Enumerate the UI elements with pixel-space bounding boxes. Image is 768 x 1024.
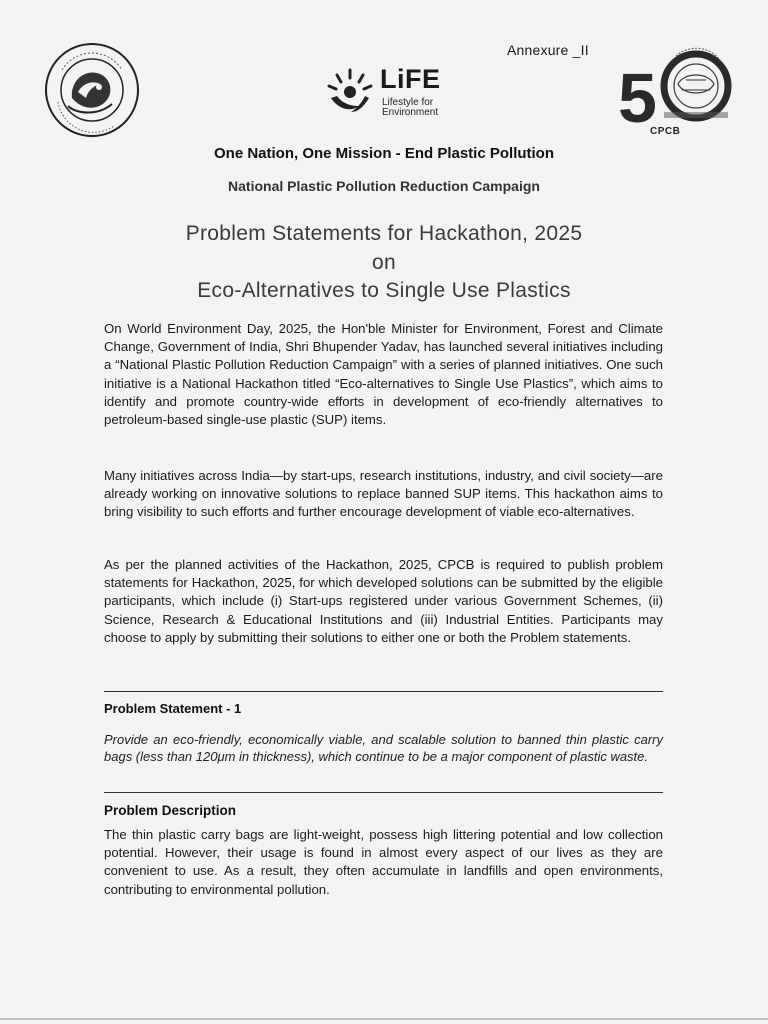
problem-statement-heading: Problem Statement - 1 xyxy=(104,701,242,716)
section-divider-bottom xyxy=(104,792,663,793)
document-title-line-2: on xyxy=(372,251,396,274)
annexure-label: Annexure _II xyxy=(507,42,589,58)
life-logo-tagline-2: Environment xyxy=(382,107,439,118)
life-sun-icon xyxy=(325,66,375,116)
problem-description-text: The thin plastic carry bags are light-weight, possess high littering potential and low collection potential. However, their usage is found in almost every aspect of our lives as they are convenient to use. As a result, they often accumulate in landfills and open environments, contributing to environmental pollution. xyxy=(104,827,663,897)
cpcb-50-logo xyxy=(616,40,734,140)
ministry-emblem-logo xyxy=(42,40,142,140)
intro-paragraph: On World Environment Day, 2025, the Hon'ble Minister for Environment, Forest and Climate Change, Government of India, Shri Bhupender Yadav, has launched several initiatives including a “National Plastic Pollution Reduction Campaign” with a series of planned initiatives. One such initiative is a National Hackathon titled “Eco-alternatives to Single Use Plastics”, which aims to identify and promote country-wide efforts in development of eco-friendly alternatives to petroleum-based single-use plastic (SUP) items. xyxy=(104,321,663,428)
problem-description-heading: Problem Description xyxy=(104,803,237,818)
life-logo-tagline-1: Lifestyle for xyxy=(382,97,434,108)
problem-statement-text: Provide an eco-friendly, economically viable, and scalable solution to banned thin plastic carry bags (less than 120μm in thickness), which continue to be a major component of plastic waste. xyxy=(104,732,663,764)
campaign-name: National Plastic Pollution Reduction Campaign xyxy=(228,178,540,194)
activities-paragraph: As per the planned activities of the Hackathon, 2025, CPCB is required to publish problem statements for Hackathon, 2025, for which developed solutions can be submitted by the eligible participants, which include (i) Start-ups registered under various Government Schemes, (ii) Science, Research & Educational Institutions and (iii) Industrial Entities. Participants may choose to apply by submitting their solutions to either one or both the Problem statements. xyxy=(104,557,663,645)
campaign-slogan: One Nation, One Mission - End Plastic Pollution xyxy=(213,145,555,162)
initiatives-paragraph: Many initiatives across India—by start-ups, research institutions, industry, and civil society—are already working on innovative solutions to replace banned SUP items. This hackathon aims to bring visibility to such efforts and further encourage development of viable eco-alternatives. xyxy=(104,468,663,520)
cpcb-label: CPCB xyxy=(650,126,681,137)
page-bottom-edge xyxy=(0,1018,768,1020)
document-title-line-1: Problem Statements for Hackathon, 2025 xyxy=(185,222,583,245)
life-logo xyxy=(325,66,455,122)
svg-text:5: 5 xyxy=(618,59,657,137)
document-title-line-3: Eco-Alternatives to Single Use Plastics xyxy=(197,279,571,302)
section-divider-top xyxy=(104,691,663,692)
life-logo-word: LiFE xyxy=(380,64,441,94)
